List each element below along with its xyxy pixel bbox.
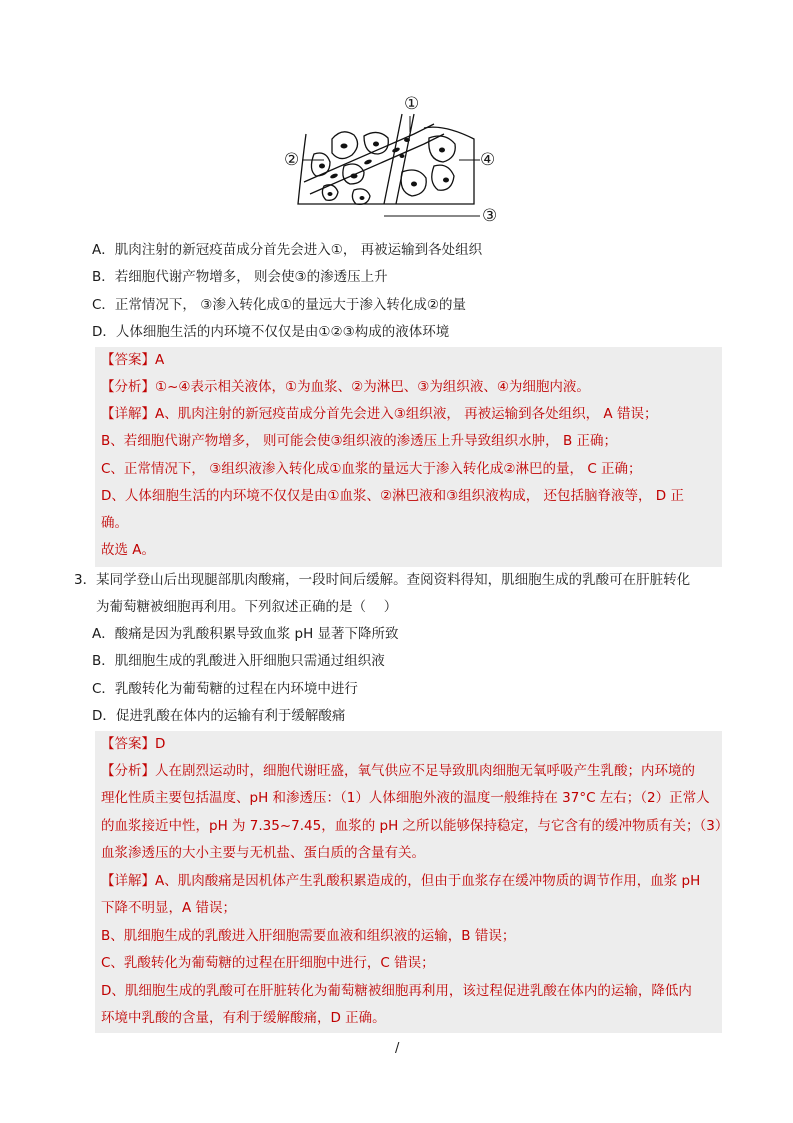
q2-detail-line: B、若细胞代谢产物增多， 则可能会使③组织液的渗透压上升导致组织水肿， B 正确； (101, 433, 617, 449)
q2-detail-line: C、正常情况下， ③组织液渗入转化成①血浆的量远大于渗入转化成②淋巴的量， C 正确； (101, 461, 642, 477)
tissue-diagram (284, 94, 504, 229)
q3-option-d: D．促进乳酸在体内的运输有利于缓解酸痛 (92, 708, 346, 724)
q3-stem-line-2: 为葡萄糖被细胞再利用。下列叙述正确的是（ ） (96, 599, 398, 615)
q2-analysis (101, 377, 590, 397)
page-mark: / (395, 1041, 400, 1056)
q2-detail-line: D、人体细胞生活的内环境不仅仅是由①血浆、②淋巴液和③组织液构成， 还包括脑脊液等， D 正 (101, 488, 684, 504)
q2-option-c: C．正常情况下， ③渗入转化成①的量远大于渗入转化成②的量 (92, 297, 467, 313)
q3-option-a: A．酸痛是因为乳酸积累导致血浆 pH 显著下降所致 (92, 626, 399, 642)
q2-detail-line: 故选 A。 (101, 542, 156, 558)
q2-option-b: B．若细胞代谢产物增多， 则会使③的渗透压上升 (92, 269, 388, 285)
q3-detail-line: 下降不明显，A 错误； (101, 900, 237, 916)
q3-detail-line: C、乳酸转化为葡萄糖的过程在肝细胞中进行，C 错误； (101, 955, 435, 971)
q2-detail-line: 确。 (101, 515, 128, 531)
q3-analysis-line: 血浆渗透压的大小主要与无机盐、蛋白质的含量有关。 (101, 845, 425, 861)
q2-option-d: D．人体细胞生活的内环境不仅仅是由①②③构成的液体环境 (92, 324, 450, 340)
q3-answer (101, 734, 165, 754)
figure-label-1: ① (404, 94, 420, 114)
q3-detail-line: B、肌细胞生成的乳酸进入肝细胞需要血液和组织液的运输，B 错误； (101, 928, 516, 944)
q3-stem-line-1: 3．某同学登山后出现腿部肌肉酸痛，一段时间后缓解。查阅资料得知，肌细胞生成的乳酸可在肝脏转化 (74, 572, 691, 588)
q3-analysis-line (101, 761, 695, 781)
analysis-text: 人在剧烈运动时，细胞代谢旺盛，氧气供应不足导致肌肉细胞无氧呼吸产生乳酸；内环境的 (155, 763, 695, 779)
answer-tag: 【答案】 (101, 352, 155, 368)
detail-tag: 【详解】 (101, 406, 155, 422)
q2-detail-line (101, 404, 657, 424)
q3-detail-line: 环境中乳酸的含量，有利于缓解酸痛，D 正确。 (101, 1010, 386, 1026)
detail-text: A、肌肉酸痛是因机体产生乳酸积累造成的，但由于血浆存在缓冲物质的调节作用，血浆 pH (155, 873, 701, 889)
q3-analysis-line: 理化性质主要包括温度、pH 和渗透压：（1）人体细胞外液的温度一般维持在 37°C 左右；（2）正常人 (101, 790, 710, 806)
q3-analysis-line: 的血浆接近中性，pH 为 7.35~7.45，血浆的 pH 之所以能够保持稳定，与它含有的缓冲物质有关；（3） (101, 818, 729, 834)
analysis-text: ①~④表示相关液体，①为血浆、②为淋巴、③为组织液、④为细胞内液。 (155, 379, 590, 395)
q3-detail-line: D、肌细胞生成的乳酸可在肝脏转化为葡萄糖被细胞再利用，该过程促进乳酸在体内的运输，降低内 (101, 983, 692, 999)
q2-answer (101, 350, 164, 370)
answer-value: A (155, 352, 165, 368)
analysis-tag: 【分析】 (101, 379, 155, 395)
figure-label-3: ③ (482, 206, 498, 226)
answer-value: D (155, 736, 166, 752)
figure-label-2: ② (284, 150, 300, 170)
detail-tag: 【详解】 (101, 873, 155, 889)
detail-text: A、肌肉注射的新冠疫苗成分首先会进入③组织液， 再被运输到各处组织， A 错误； (155, 406, 658, 422)
analysis-tag: 【分析】 (101, 763, 155, 779)
q2-option-a: A．肌肉注射的新冠疫苗成分首先会进入①， 再被运输到各处组织 (92, 242, 483, 258)
q3-option-b: B．肌细胞生成的乳酸进入肝细胞只需通过组织液 (92, 653, 385, 669)
q3-detail-line (101, 871, 700, 891)
figure-label-4: ④ (480, 150, 496, 170)
q3-option-c: C．乳酸转化为葡萄糖的过程在内环境中进行 (92, 681, 358, 697)
tissue-diagram-svg (284, 94, 504, 229)
answer-tag: 【答案】 (101, 736, 155, 752)
